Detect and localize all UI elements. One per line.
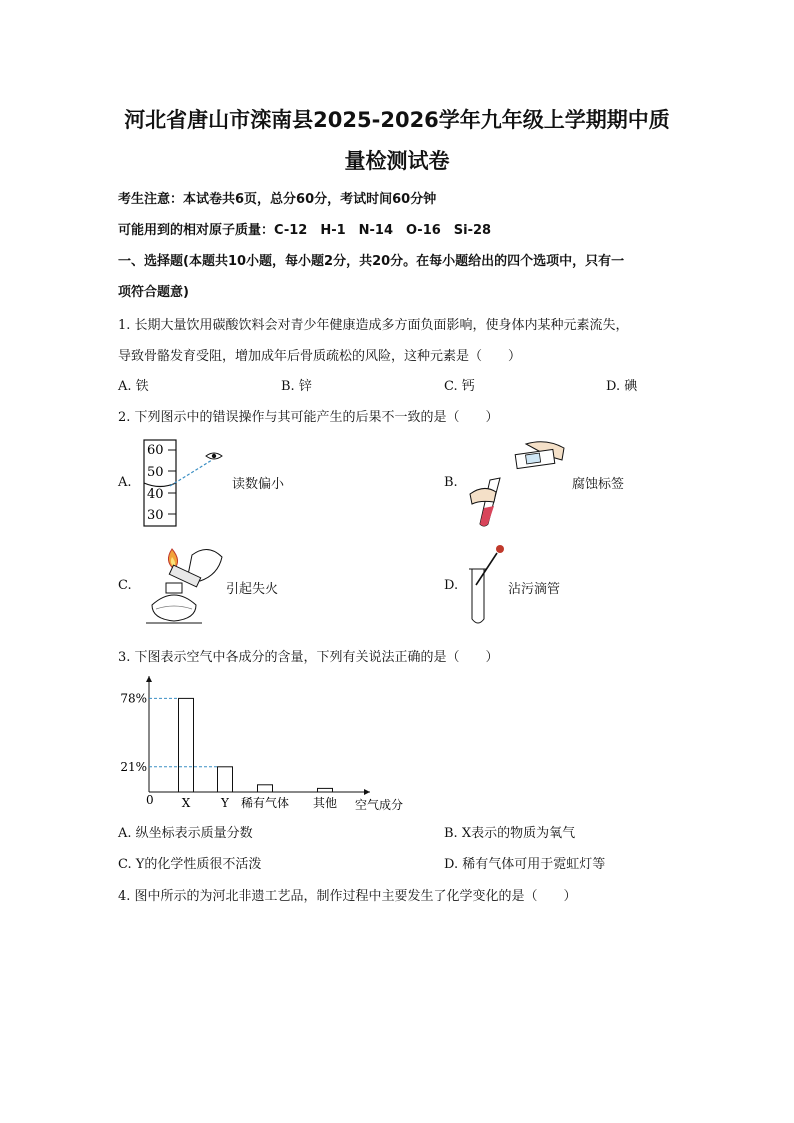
q3-option-a: A. 纵坐标表示质量分数 xyxy=(118,826,253,841)
bottle-label xyxy=(526,453,541,464)
q3-option-b: B. X表示的物质为氧气 xyxy=(444,826,576,841)
hand-holding-tube xyxy=(470,488,496,504)
q2-stem: 2. 下列图示中的错误操作与其可能产生的后果不一致的是（ ） xyxy=(118,410,499,425)
q3-stem: 3. 下图表示空气中各成分的含量，下列有关说法正确的是（ ） xyxy=(118,650,499,665)
atomic-masses: 可能用到的相对原子质量：C-12 H-1 N-14 O-16 Si-28 xyxy=(118,223,492,238)
section1-heading-line1: 一、选择题(本题共10小题，每小题2分，共20分。在每小题给出的四个选项中，只有一 xyxy=(118,254,625,269)
bar-1 xyxy=(218,767,233,792)
air-composition-chart xyxy=(112,672,422,818)
q2-option-c-caption: 引起失火 xyxy=(226,582,279,597)
cylinder-tick-40: 40 xyxy=(147,487,164,502)
q1-option-b: B. 锌 xyxy=(281,379,312,394)
bar-3 xyxy=(318,788,333,792)
q2-option-a-letter: A. xyxy=(118,475,132,490)
q3-option-d: D. 稀有气体可用于霓虹灯等 xyxy=(444,857,606,872)
page-title-line1: 河北省唐山市滦南县2025-2026学年九年级上学期期中质 xyxy=(124,108,670,132)
pouring-liquid-figure xyxy=(466,438,572,528)
q2-option-d-caption: 沾污滴管 xyxy=(508,582,561,597)
y-tick-label-21: 21% xyxy=(120,759,147,774)
q1-option-a: A. 铁 xyxy=(118,379,149,394)
q2-option-c-letter: C. xyxy=(118,578,132,593)
x-axis-label: 空气成分 xyxy=(355,798,404,812)
dropper-figure xyxy=(464,543,508,629)
page-title-line2: 量检测试卷 xyxy=(344,149,450,173)
section1-heading-line2: 项符合题意) xyxy=(118,285,189,300)
test-tube-d xyxy=(472,569,484,623)
alcohol-lamp-figure xyxy=(142,543,226,629)
x-category-label-y: Y xyxy=(221,796,229,810)
x-category-label-rare-gas: 稀有气体 xyxy=(240,796,290,810)
q1-stem-line2: 导致骨骼发育受阻，增加成年后骨质疏松的风险，这种元素是（ ） xyxy=(118,349,522,364)
y-tick-label-78: 78% xyxy=(120,691,147,706)
origin-label: 0 xyxy=(146,793,154,807)
q4-stem: 4. 图中所示的为河北非遗工艺品，制作过程中主要发生了化学变化的是（ ） xyxy=(118,889,577,904)
q2-option-a-caption: 读数偏小 xyxy=(232,477,285,492)
exam-info: 考生注意：本试卷共6页，总分60分，考试时间60分钟 xyxy=(118,192,437,207)
q1-option-c: C. 钙 xyxy=(444,379,475,394)
q2-option-d-letter: D. xyxy=(444,578,459,593)
q2-option-b-caption: 腐蚀标签 xyxy=(572,477,625,492)
graduated-cylinder-figure xyxy=(140,438,235,530)
x-category-label-other: 其他 xyxy=(312,796,338,810)
x-category-label-x: X xyxy=(181,796,191,810)
cylinder-tick-30: 30 xyxy=(147,508,164,523)
cylinder-tick-50: 50 xyxy=(147,465,164,480)
q1-option-d: D. 碘 xyxy=(606,379,638,394)
q3-option-c: C. Y的化学性质很不活泼 xyxy=(118,857,262,872)
lamp-neck xyxy=(166,583,182,593)
q2-option-b-letter: B. xyxy=(444,475,458,490)
bar-2 xyxy=(258,785,273,792)
q1-stem-line1: 1. 长期大量饮用碳酸饮料会对青少年健康造成多方面负面影响，使身体内某种元素流失， xyxy=(118,318,629,333)
cylinder-tick-60: 60 xyxy=(147,443,164,458)
bar-0 xyxy=(179,698,194,792)
dropper-bulb xyxy=(496,545,504,553)
